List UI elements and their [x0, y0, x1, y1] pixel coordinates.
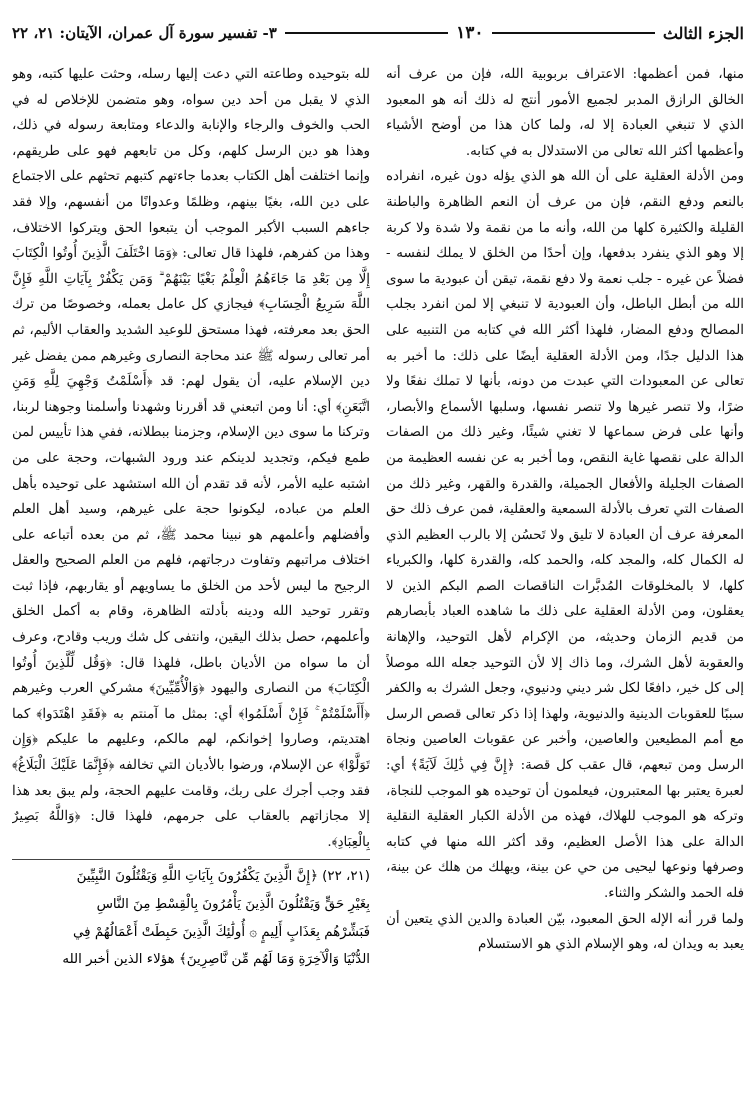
right-column [386, 62, 744, 975]
header-rule [285, 32, 448, 34]
header-rule [492, 32, 655, 34]
verse-line: (٢١، ٢٢) ﴿إِنَّ الَّذِينَ يَكْفُرُونَ بِآيَاتِ اللَّهِ وَيَقْتُلُونَ النَّبِيِّينَ [76, 869, 370, 885]
running-header [12, 8, 744, 58]
verse-line: فَبَشِّرْهُم بِعَذَابٍ أَلِيمٍ ۞ أُولَٰئِكَ الَّذِينَ حَبِطَتْ أَعْمَالُهُمْ فِي [73, 924, 370, 940]
left-column [12, 62, 370, 975]
paragraph: منها، فمن أعظمها: الاعتراف بربوبية الله، فإن من عرف أنه الخالق الرازق المدبر لجميع الأمور أنتج له ذلك أنه هو المعبود الذي لا تنبغي العبادة إلا له، ولما كان هذا من أوضح الأشياء وأعظمها أكثر الله تعالى من الاستدلال به في كتابه. [386, 67, 744, 159]
part-label: الجزء الثالث [662, 23, 744, 43]
paragraph: ومن الأدلة العقلية على أن الله هو الذي يؤله دون غيره، انفراده بالنعم ودفع النقم، فإن من عرف أن النعم الظاهرة والباطنة القليلة والكثيرة كلها من الله، وأنه ما من نقمة ولا شدة ولا كربة إلا وهو الذي ينفرد بدفعها، وإن أحدًا من الخلق لا يملك لنفسه - فضلاً عن غيره - جلب نعمة ولا دفع نقمة، تيقن أن عبودية ما سوى الله من أبطل الباطل، وأن العبودية لا تنبغي إلا لمن انفرد بجلب المصالح ودفع المضار، فلهذا أكثر الله في كتابه من التنبيه على هذا الدليل جدًا، ومن الأدلة العقلية أيضًا على ذلك: ما أخبر به تعالى عن المعبودات التي عبدت من دونه، بأنها لا تملك نفعًا ولا ضرًا، ولا تنصر غيرها ولا تنصر نفسها، وسلبها الأسماع والأبصار، وأنها على فرض سماعها لا تغني شيئًا، وغير ذلك من الصفات الدالة على نقصها غاية النقص، وما أخبر به عن نفسه العظيمة من الصفات الجليلة والأفعال الجميلة، والقدرة والقهر، وغير ذلك من الصفات التي تعرف بالأدلة السمعية والعقلية، فمن عرف ذلك حق المعرفة عرف أن العبادة لا تليق ولا تَحسُن إلا بالرب العظيم الذي له الكمال كله، والمجد كله، والحمد كله، والقدرة كلها، والكبرياء كلها، لا بالمخلوقات المُدبَّرات الناقصات الصم البكم الذين لا يعقلون، ومن الأدلة العقلية على ذلك ما شاهده العباد بأبصارهم من قديم الزمان وحديثه، من الإكرام لأهل التوحيد، والإهانة والعقوبة لأهل الشرك، وما ذاك إلا لأن التوحيد جعله الله موصلاً إلى كل خير، دافعًا لكل شر ديني ودنيوي، وجعل الشرك به والكفر سببًا للعقوبات الدينية والدنيوية، ولهذا إذا ذكر تعالى قصص الرسل مع أمم المطيعين والعاصين، وأخبر عن عقوبات العاصين ونجاة الرسل ومن تبعهم، قال عقب كل قصة: ﴿إِنَّ فِي ذَٰلِكَ لَآيَةً﴾ أي: لعبرة يعتبر بها المعتبرون، فيعلمون أن توحيده هو الموجب للنجاة، وتركه هو الموجب للهلاك، فهذه من الأدلة الكبار العقلية النقلية الدالة على هذا الأصل العظيم، وقد أكثر الله منها في كتابه وصرفها ونوعها ليحيى من حي عن بينة، ويهلك من هلك عن بينة، فله الحمد والشكر والثناء. [386, 169, 744, 901]
page-number: ١٣٠ [456, 23, 484, 43]
verse-line: بِغَيْرِ حَقٍّ وَيَقْتُلُونَ الَّذِينَ يَأْمُرُونَ بِالْقِسْطِ مِنَ النَّاسِ [96, 897, 370, 912]
paragraph: لله بتوحيده وطاعته التي دعت إليها رسله، وحثت عليها كتبه، وهو الذي لا يقبل من أحد دين سواه، وهو متضمن للإخلاص له في الحب والخوف والرجاء والإنابة والدعاء ومتابعة رسوله في ذلك، وهذا هو دين الرسل كلهم، وكل من تابعهم فهو على طريقهم، وإنما اختلفت أهل الكتاب بعدما جاءتهم كتبهم تحثهم على الاجتماع على دين الله، بغيًا بينهم، وظلمًا وعدوانًا من أنفسهم، وإلا فقد جاءهم السبب الأكبر الموجب أن يتبعوا الحق ويتركوا الاختلاف، وهذا من كفرهم، فلهذا قال تعالى: ﴿وَمَا اخْتَلَفَ الَّذِينَ أُوتُوا الْكِتَابَ إِلَّا مِن بَعْدِ مَا جَاءَهُمُ الْعِلْمُ بَغْيًا بَيْنَهُمْ ۗ وَمَن يَكْفُرْ بِآيَاتِ اللَّهِ فَإِنَّ اللَّهَ سَرِيعُ الْحِسَابِ﴾ فيجازي كل عامل بعمله، وخصوصًا من ترك الحق بعد معرفته، فهذا مستحق للوعيد الشديد والعقاب الأليم، ثم أمر تعالى رسوله ﷺ عند محاجة النصارى وغيرهم ممن يفضل غير دين الإسلام عليه، أن يقول لهم: قد ﴿أَسْلَمْتُ وَجْهِيَ لِلَّهِ وَمَنِ اتَّبَعَنِ﴾ أي: أنا ومن اتبعني قد أقررنا وشهدنا وأسلمنا وجوهنا لربنا، وتركنا ما سوى دين الإسلام، وجزمنا ببطلانه، ففي هذا تأييس لمن طمع فيكم، وتجديد لدينكم عند ورود الشبهات، وحجة على من اشتبه عليه الأمر، لأنه قد تقدم أن الله استشهد على توحيده بأهل العلم من عباده، ليكونوا حجة على غيرهم، وسيد أهل العلم وأفضلهم وأعلمهم هو نبينا محمد ﷺ، ثم من بعده أتباعه على اختلاف مراتبهم وتفاوت درجاتهم، فلهم من العلم الصحيح والعقل الرجيح ما ليس لأحد من الخلق ما يساويهم أو يقاربهم، فإذا ثبت وتقرر توحيد الله ودينه بأدلته الظاهرة، وقام به أكمل الخلق وأعلمهم، حصل بذلك اليقين، وانتفى كل شك وريب وقادح، وعرف أن ما سواه من الأديان باطل، فلهذا قال: ﴿وَقُل لِّلَّذِينَ أُوتُوا الْكِتَابَ﴾ من النصارى واليهود ﴿وَالْأُمِّيِّينَ﴾ مشركي العرب وغيرهم ﴿أَأَسْلَمْتُمْ ۚ فَإِنْ أَسْلَمُوا﴾ أي: بمثل ما آمنتم به ﴿فَقَدِ اهْتَدَوا﴾ كما اهتديتم، وصاروا إخوانكم، لهم مالكم، وعليهم ما عليكم ﴿وَإِن تَوَلَّوْا﴾ عن الإسلام، ورضوا بالأديان التي تخالفه ﴿فَإِنَّمَا عَلَيْكَ الْبَلَاغُ﴾ فقد وجب أجرك على ربك، وقامت عليهم الحجة، ولم يبق بعد هذا إلا مجازاتهم بالعقاب على جرمهم، فلهذا قال: ﴿وَاللَّهُ بَصِيرٌ بِالْعِبَادِ﴾. [12, 67, 370, 850]
text-columns [12, 62, 744, 975]
quran-verse-block [12, 859, 370, 972]
paragraph: ولما قرر أنه الإله الحق المعبود، بيّن العبادة والدين الذي يتعين أن يعبد به ويدان له، وهو الإسلام الذي هو الاستسلام [386, 911, 744, 953]
section-title: ٣- تفسير سورة آل عمران، الآيتان: ٢١، ٢٢ [11, 24, 277, 42]
verse-line: الدُّنْيَا وَالْآخِرَةِ وَمَا لَهُم مِّن نَّاصِرِينَ﴾ هؤلاء الذين أخبر الله [62, 952, 370, 968]
